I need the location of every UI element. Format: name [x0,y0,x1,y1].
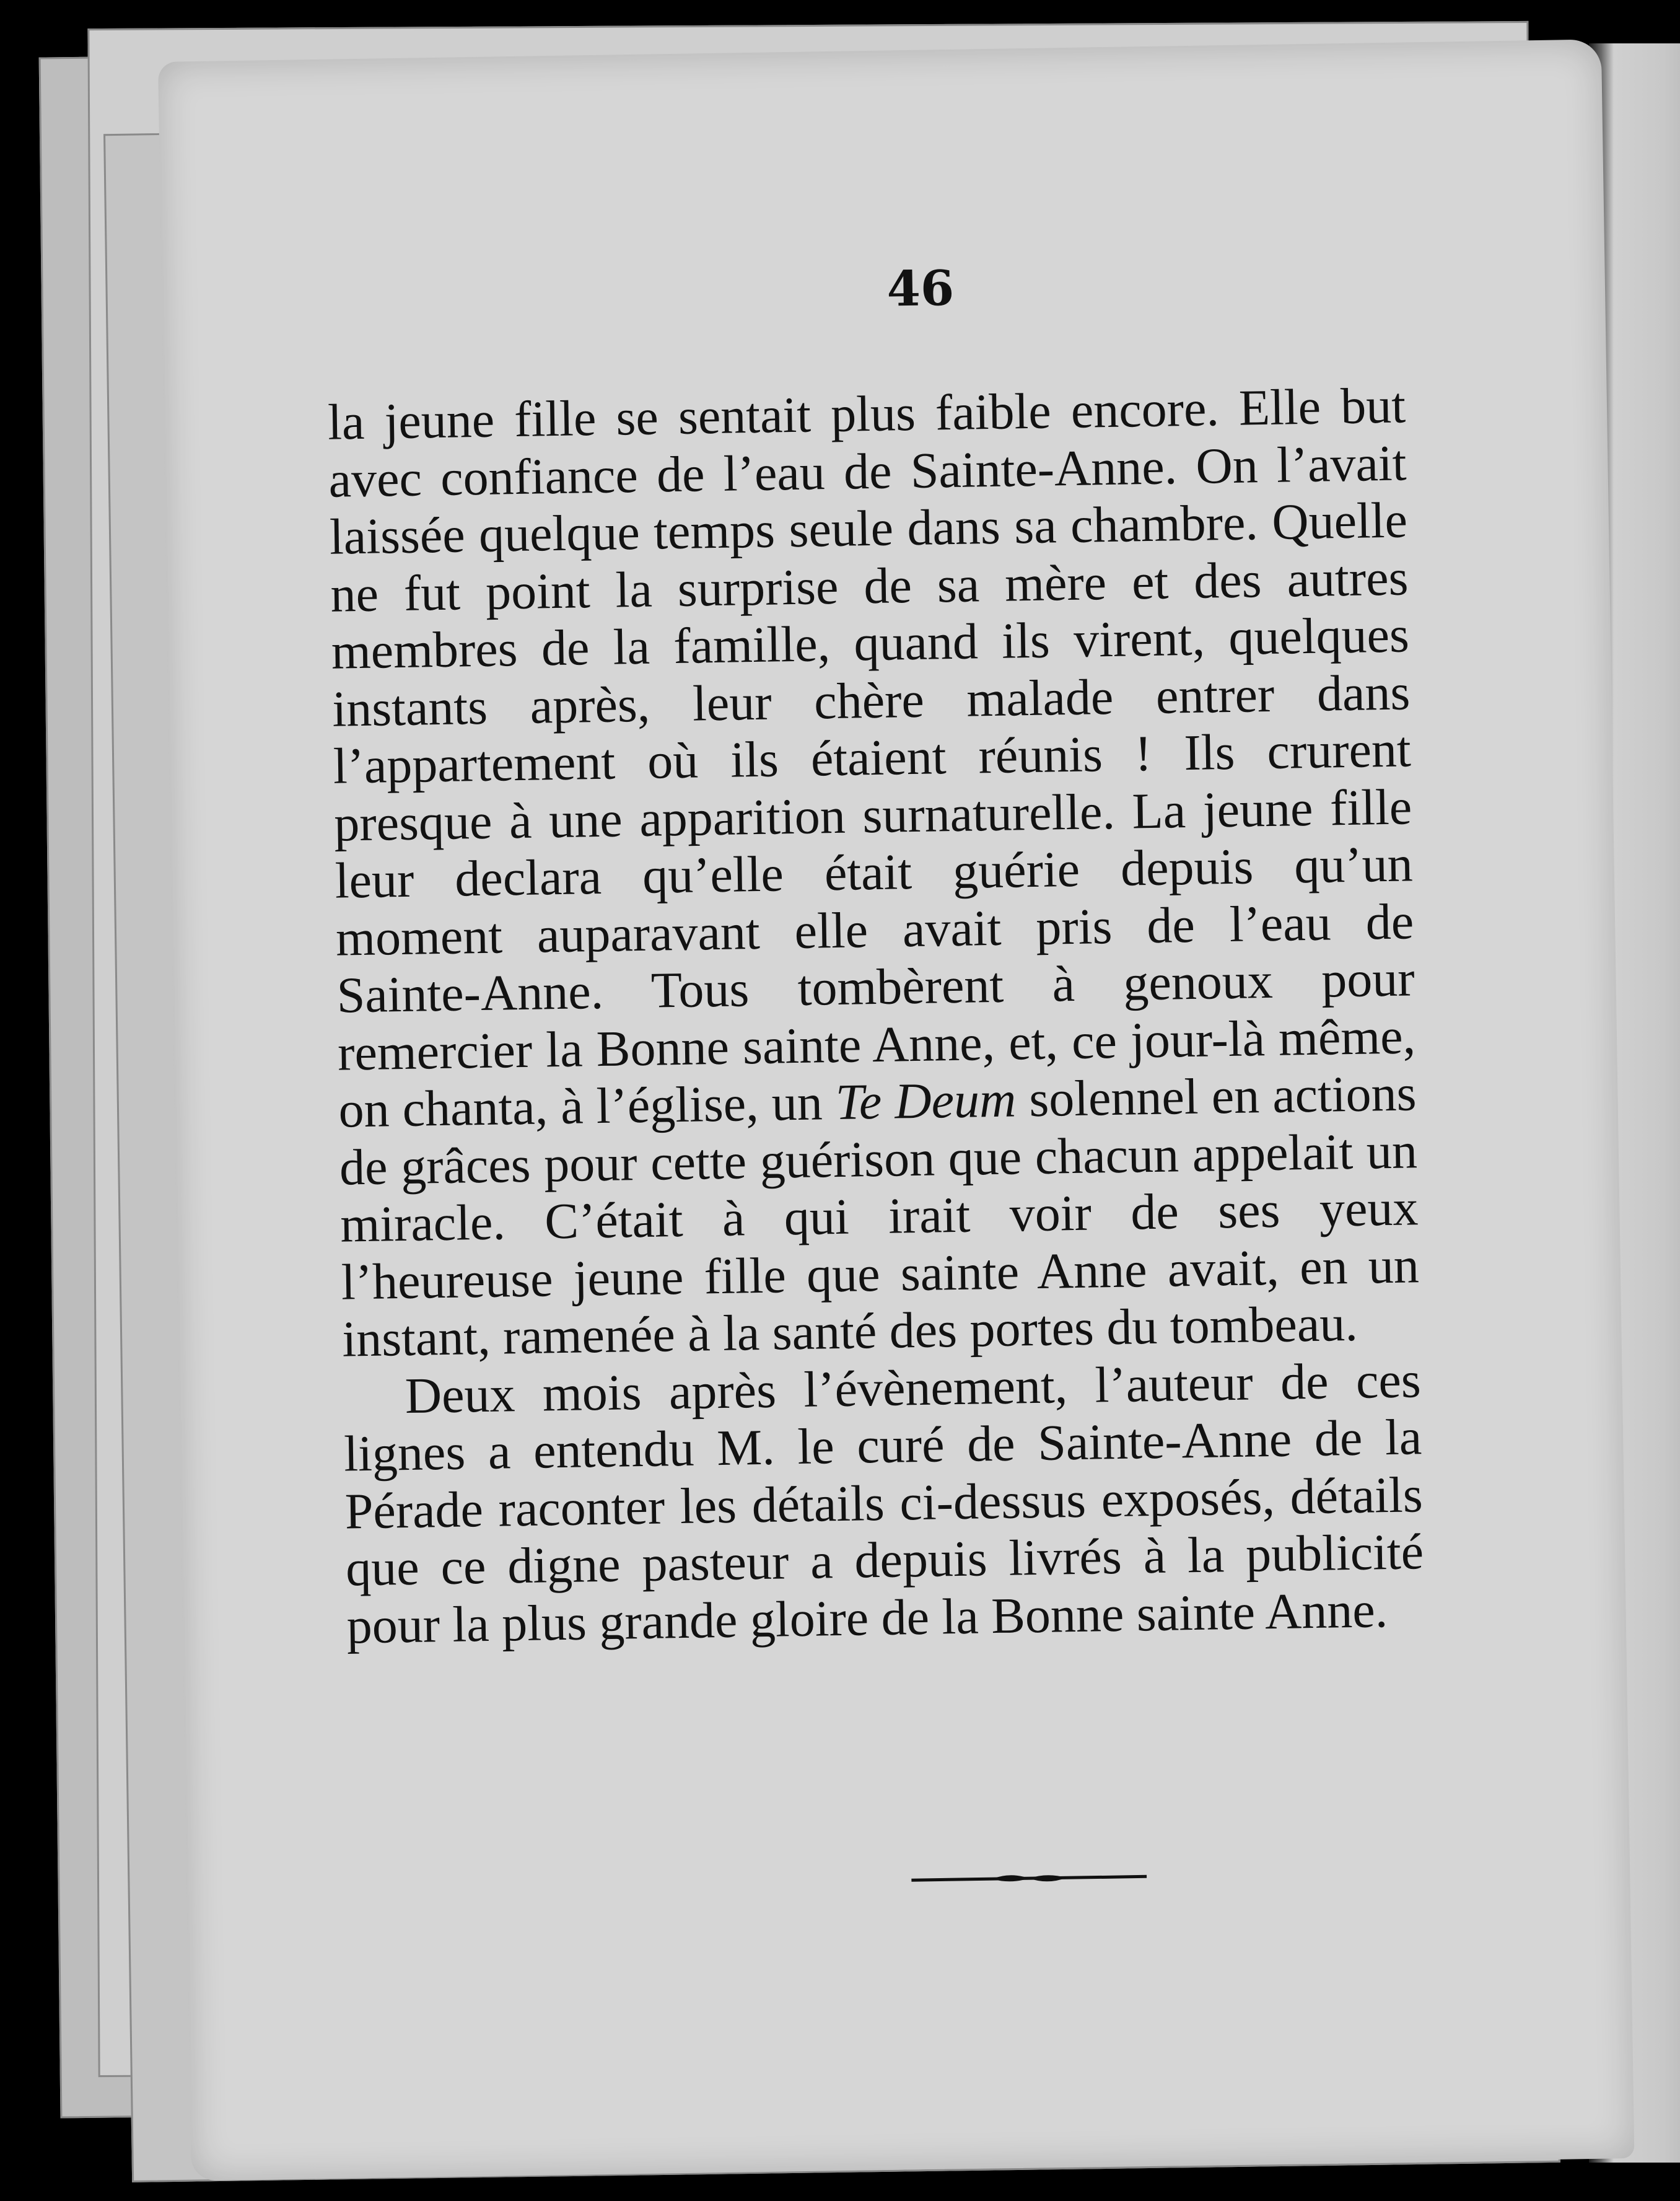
page-number: 46 [886,260,955,318]
body-text [327,377,1425,1654]
paragraph-2: Deux mois après l’évènement, l’auteur de ces lignes a entendu M. le curé de Sainte-Anne de la Pérade raconter les détails ci-dessus exposés, détails que ce digne pasteur a depuis livrés à la publicité pour la plus grande gloire de la Bonne sainte Anne. [343,1351,1424,1654]
paragraph-1-text: la jeune fille se sentait plus faible encore. Elle but avec confiance de l’eau de Sainte-Anne. On l’avait laissée quelque temps seule dans sa chambre. Quelle ne fut point la surprise de sa mère et des autres membres de la famille, quand ils virent, quelques instants après, leur chère malade entrer dans l’appartement où ils étaient réunis ! Ils crurent presque à une apparition surnaturelle. La jeune fille leur declara qu’elle était guérie depuis qu’un moment auparavant elle avait pris de l’eau de Sainte-Anne. Tous tombèrent à genoux pour remercier la Bonne sainte Anne, et, ce jour-là même, on chanta, à l’église, un [327,377,1416,1138]
paragraph-1-text-continued: solennel en actions de grâces pour cette guérison que chacun appelait un miracle. C’était à qui irait voir de ses yeux l’heureuse jeune fille que sainte Anne avait, en un instant, ramenée à la santé des portes du tombeau. [339,1065,1420,1368]
book-page [158,39,1634,2181]
paragraph-1 [327,377,1420,1368]
te-deum-italic: Te Deum [835,1071,1017,1131]
end-ornament-divider [911,1867,1147,1889]
